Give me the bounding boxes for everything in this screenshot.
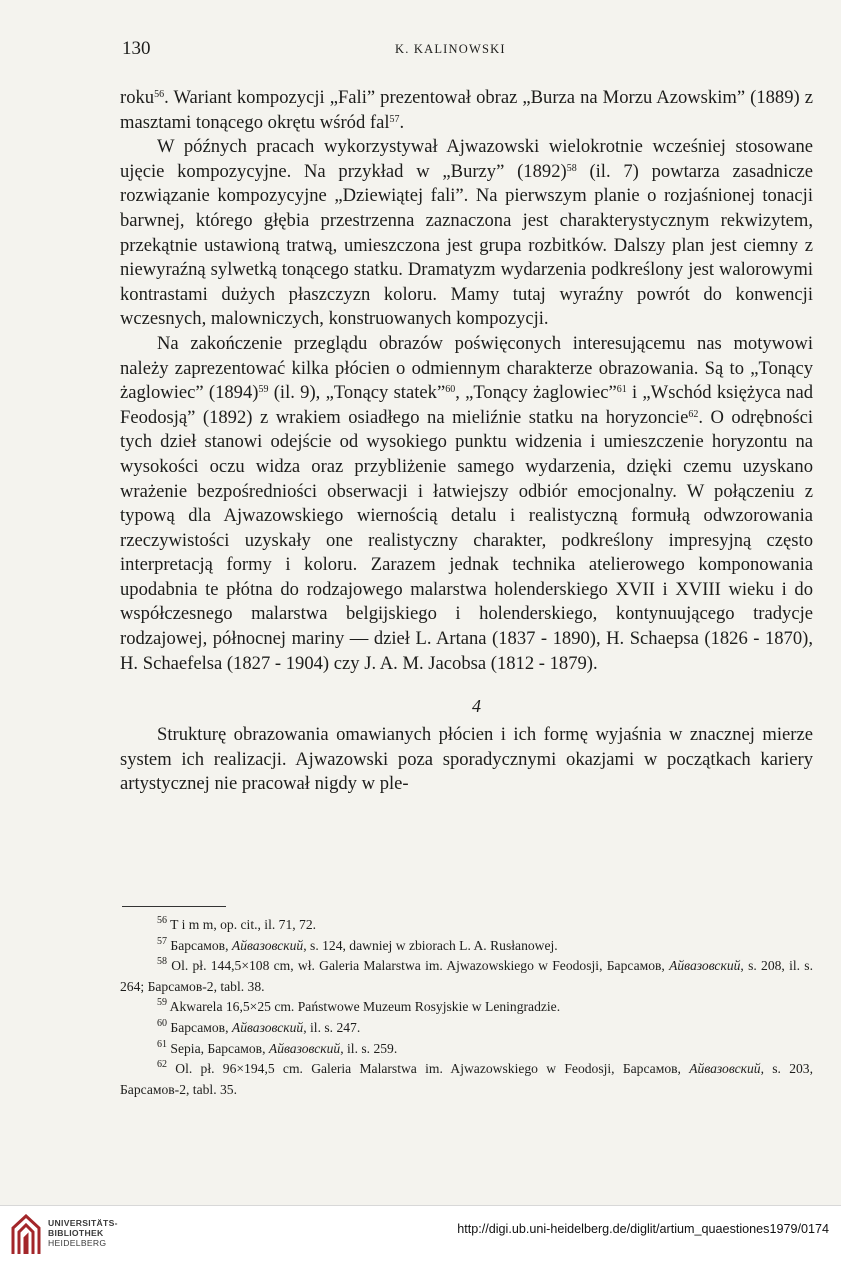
footnote: $^{62}$ Ol. pł. 96×194,5 cm. Galeria Malarstwa im. Ajwazowskiego w Feodosji, Барсамов, Айвазовский, s. 203, Барсамов-2, tabl. 35. — [120, 1059, 813, 1097]
paragraph: Na zakończenie przeglądu obrazów poświęconych interesującemu nas motywowi należy zaprezentować kilka płócien o odmiennym charakterze obrazowania. Są to „Tonący żaglowiec” $(1894)^{59}$ (il. 9), „Tonący statek”$^{60}$, „Tonący żaglowiec”$^{61}$ i „Wschód księżyca nad Feodosją” (1892) z wrakiem osiadłego na mieliźnie statku na horyzoncie$^{62}$. O odrębności tych dzieł stanowi odejście od wysokiego punktu widzenia i umieszczenie horyzontu na wysokości oczu widza oraz przybliżenie samego wydarzenia, dzięki czemu uzyskano wrażenie bezpośredniości obserwacji i łatwiejszy odbiór emocjonalny. W połączeniu z typową dla Ajwazowskiego wiernością detalu i realistyczną formułą odwzorowania rzeczywistości uzyskały one realistyczny charakter, podkreślony impresyjną często interpretacją formy i koloru. Zarazem jednak technika atelierowego komponowania upodabnia te płótna do rodzajowego malarstwa holenderskiego XVII i XVIII wieku i do współczesnego malarstwa belgijskiego i holenderskiego, kontynuującego tradycje rodzajowej, północnej mariny — dzieł L. Artana (1837 - 1890), H. Schaepsa (1826 - 1870), H. Schaefelsa (1827 - 1904) czy J. A. M. Jacobsa (1812 - 1879). — [120, 332, 814, 674]
footnote-separator — [122, 906, 226, 907]
footnote: $^{58}$ Ol. pł. 144,5×108 cm, wł. Galeria Malarstwa im. Ajwazowskiego w Feodosji, Барсамов, Айвазовский, s. 208, il. s. 264; Барсамов-2, tabl. 38. — [120, 956, 813, 994]
library-name-line: UNIVERSITÄTS- — [48, 1218, 118, 1228]
paragraph: W późnych pracach wykorzystywał Ajwazowski wielokrotnie wcześniej stosowane ujęcie kompozycyjne. Na przykład w „Burzy” $(1892)^{58}$ (il. 7) powtarza zasadnicze rozwiązanie kompozycyjne „Dziewiątej fali”. Na pierwszym planie o rozjaśnionej tonacji barwnej, którego głębia przestrzenna zaznaczona jest charakterystycznym rekwizytem, przekątnie ustawioną tratwą, umieszczona jest grupa rozbitków. Dalszy plan jest ciemny z niewyraźną sylwetką tonącego statku. Dramatyzm wydarzenia podkreślony jest walorowymi kontrastami dużych płaszczyzn koloru. Mamy tutaj wyraźny powrót do konwencji wczesnych, malowniczych, konstruowanych kompozycji. — [120, 136, 813, 330]
paragraph: roku$^{56}$. Wariant kompozycji „Fali” prezentował obraz „Burza na Morzu Azowskim” (1889) z masztami tonącego okrętu wśród fal$^{57}$. — [120, 87, 813, 133]
footnotes — [120, 915, 813, 1100]
section-number: 4 — [472, 696, 481, 717]
paragraph: Strukturę obrazowania omawianych płócien i ich formę wyjaśnia w znacznej mierze system ich realizacji. Ajwazowski poza sporadycznymi okazjami w początkach kariery artystycznej nie pracował nigdy w ple- — [120, 724, 813, 795]
footnote: $^{57}$ Барсамов, Айвазовский, s. 124, dawniej w zbiorach L. A. Rusłanowej. — [157, 935, 558, 953]
running-head: K. KALINOWSKI — [395, 42, 506, 56]
page-number: 130 — [122, 38, 151, 59]
logo-core-stroke — [25, 1236, 27, 1254]
permalink-url[interactable]: http://digi.ub.uni-heidelberg.de/diglit/artium_quaestiones1979/0174 — [457, 1222, 829, 1236]
digitization-footer — [0, 1205, 841, 1264]
logo-strokes — [13, 1216, 39, 1254]
library-name — [48, 1218, 118, 1248]
footnote: $^{56}$ T i m m, op. cit., il. 71, 72. — [157, 915, 317, 932]
footnote: $^{59}$ Akwarela 16,5×25 cm. Państwowe Muzeum Rosyjskie w Leningradzie. — [157, 997, 561, 1015]
main-text — [120, 86, 813, 797]
library-name-line: HEIDELBERG — [48, 1238, 107, 1248]
footnote: $^{61}$ Sepia, Барсамов, Айвазовский, il. s. 259. — [157, 1038, 398, 1056]
page-header — [122, 38, 812, 62]
footnote: $^{60}$ Барсамов, Айвазовский, il. s. 247. — [157, 1017, 361, 1035]
library-name-line: BIBLIOTHEK — [48, 1228, 104, 1238]
ub-heidelberg-logo-icon — [10, 1214, 42, 1256]
